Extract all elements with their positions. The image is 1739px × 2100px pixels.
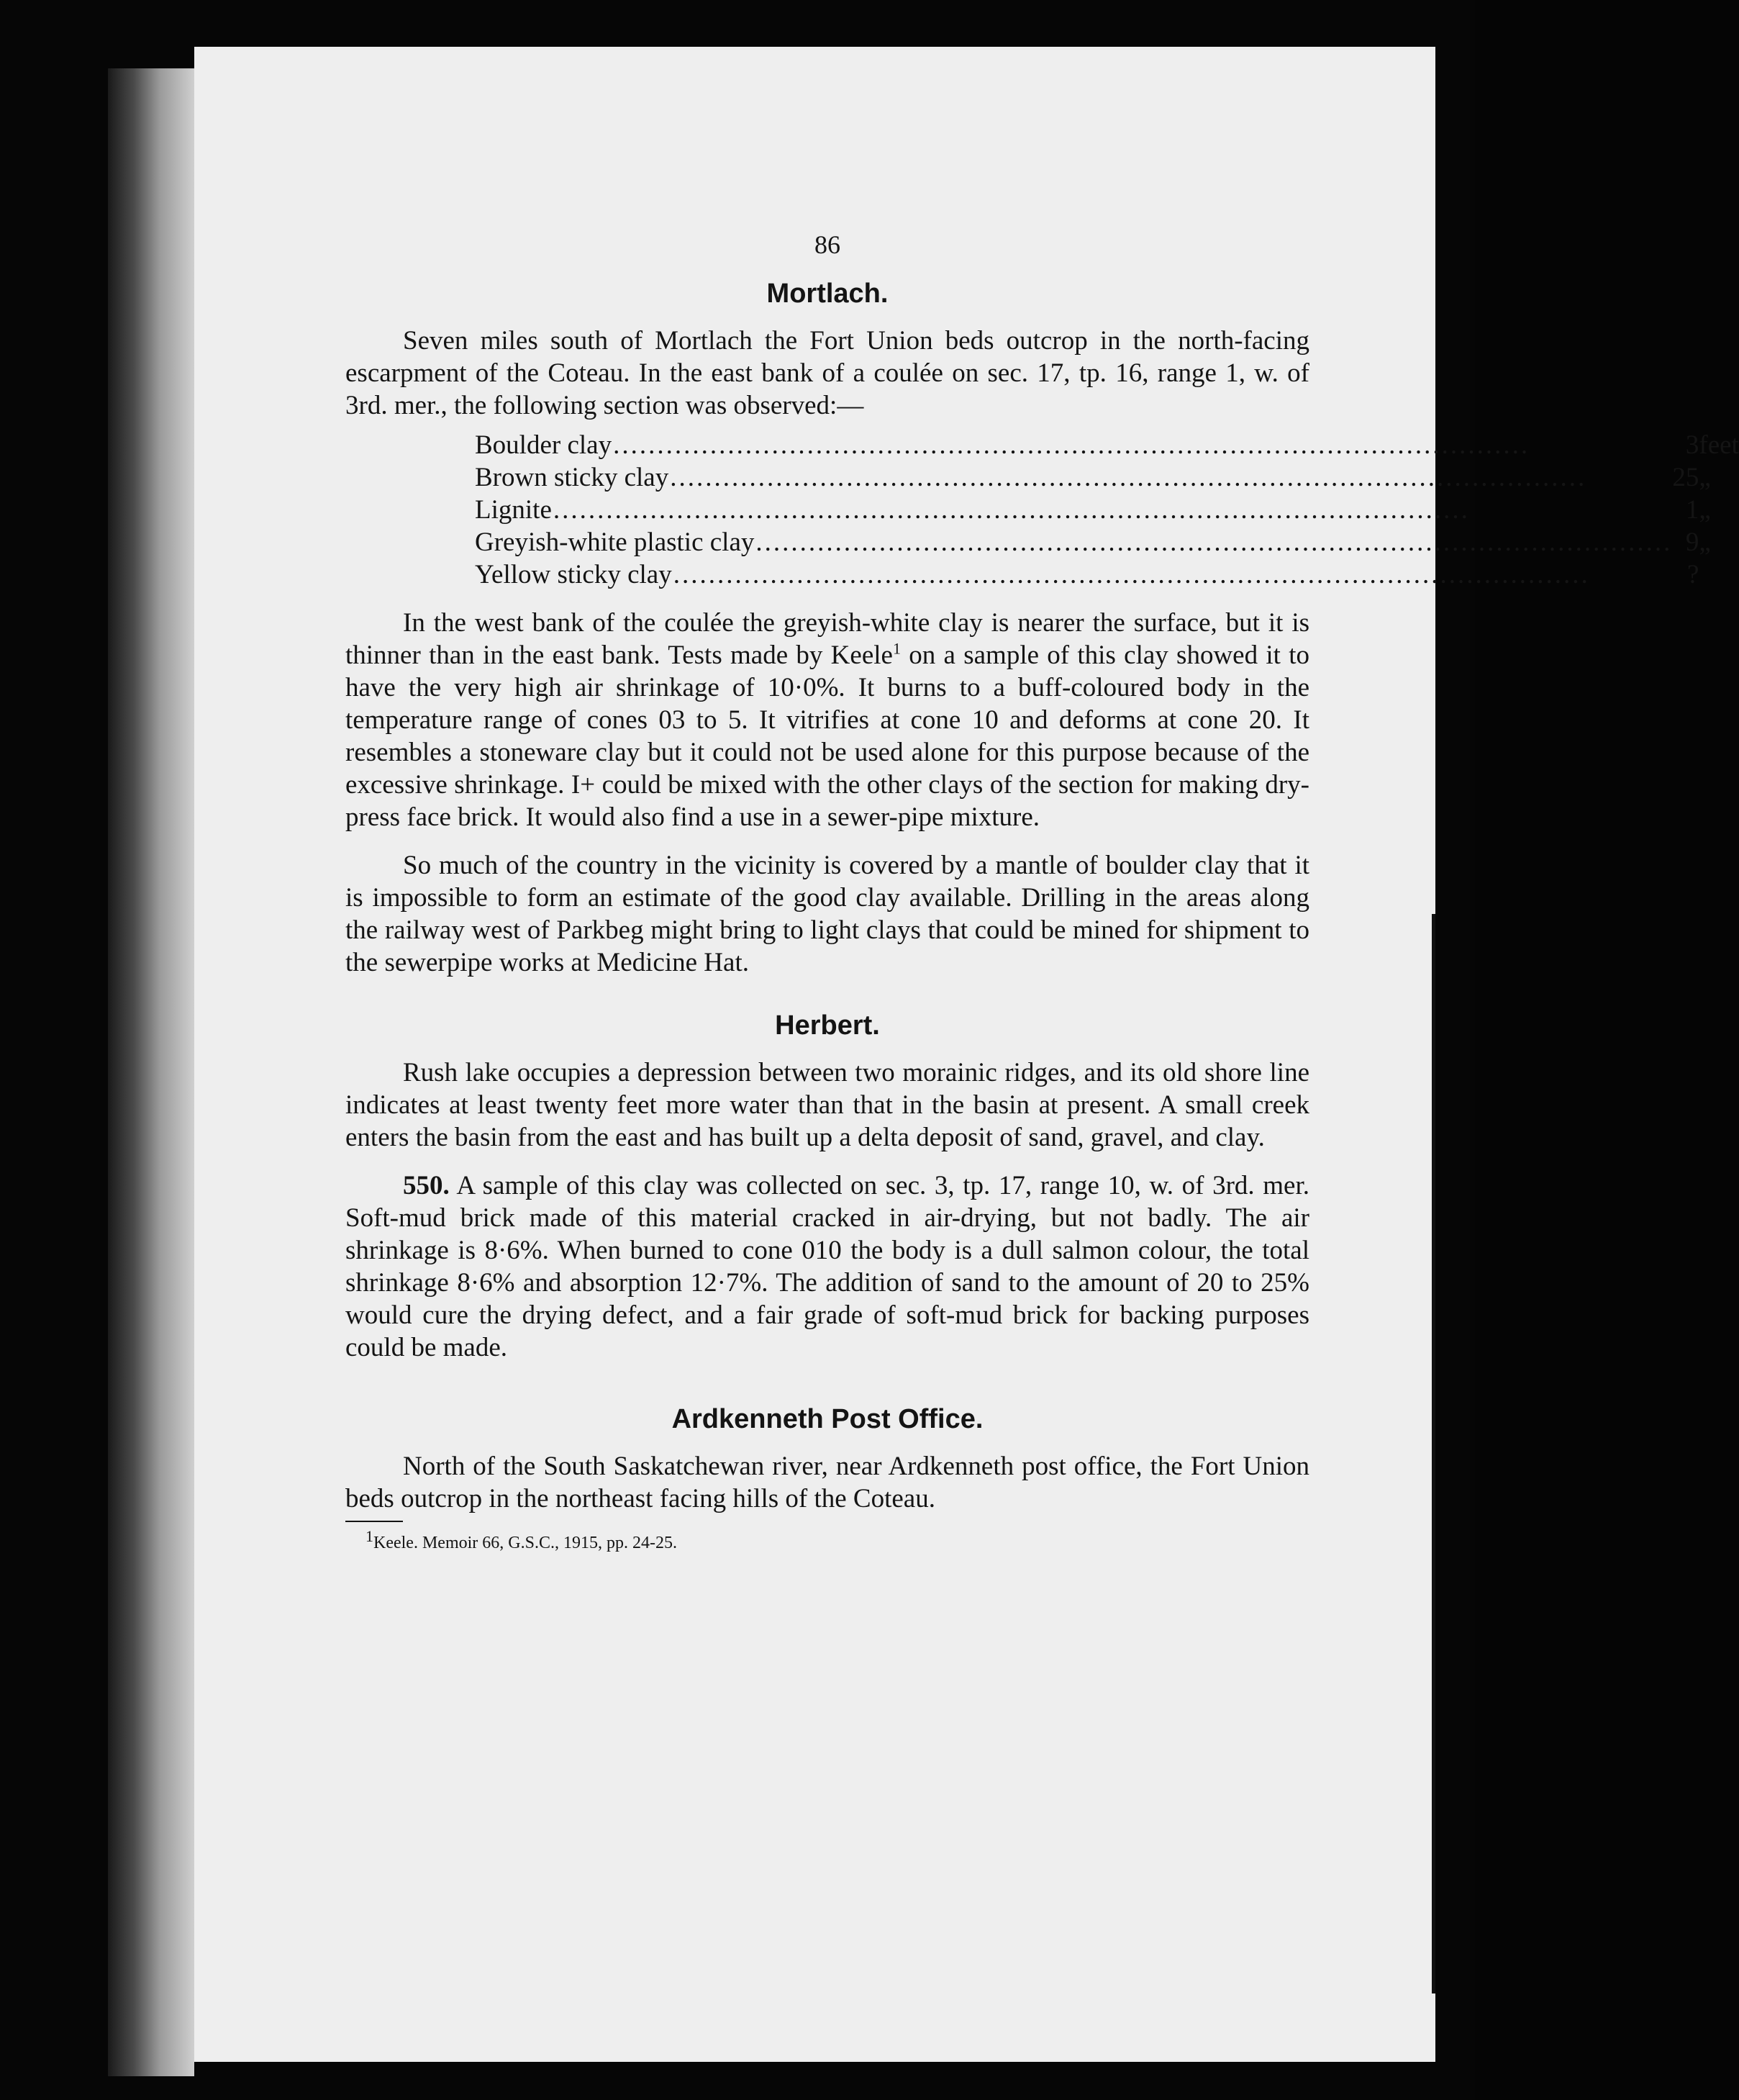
dot-leader bbox=[670, 461, 1672, 494]
mortlach-west-bank-text-start: In the west bank of the coulée the greyish-white clay is nearer the surface, but it is thinner than in the east bank. Tests made by Keele bbox=[345, 608, 1309, 670]
sample-number: 550. bbox=[403, 1171, 450, 1200]
section-row bbox=[475, 461, 1739, 494]
footnote-reference-marker: 1 bbox=[892, 639, 901, 658]
mortlach-west-bank-text-end: on a sample of this clay showed it to have the very high air shrinkage of 10·0%. It burns to a buff-coloured body in the temperature range of cones 03 to 5. It vitrifies at cone 10 and deforms at cone 20. It resembles a stoneware clay but it could not be used alone for this purpose because of the excessive shrinkage. I+ could be mixed with the other clays of the section for making dry-press face brick. It would also find a use in a sewer-pipe mixture. bbox=[345, 641, 1309, 832]
section-row-unit: „ bbox=[1699, 495, 1711, 525]
book-binding-edge bbox=[108, 68, 194, 2076]
section-row-thickness: 25 bbox=[1672, 463, 1699, 492]
herbert-sample-paragraph bbox=[345, 1169, 1309, 1364]
section-row-unit: feet bbox=[1699, 430, 1739, 460]
section-row-name: Yellow sticky clay bbox=[475, 560, 672, 589]
section-row-thickness: 9 bbox=[1685, 528, 1699, 557]
section-row bbox=[475, 429, 1739, 461]
section-row bbox=[475, 494, 1739, 526]
section-row-name: Lignite bbox=[475, 495, 552, 525]
footnote bbox=[365, 1527, 1309, 1554]
page-number: 86 bbox=[814, 230, 840, 259]
dot-leader bbox=[673, 558, 1673, 591]
geologic-section-table bbox=[475, 429, 1739, 591]
heading-herbert: Herbert. bbox=[775, 1010, 880, 1041]
footnote-marker: 1 bbox=[365, 1527, 373, 1545]
section-row bbox=[475, 558, 1739, 591]
dot-leader bbox=[553, 494, 1673, 526]
heading-mortlach: Mortlach. bbox=[766, 279, 889, 309]
section-row-name: Greyish-white plastic clay bbox=[475, 528, 755, 557]
page-right-edge bbox=[1432, 914, 1435, 1993]
footnote-divider bbox=[345, 1521, 403, 1522]
dot-leader bbox=[613, 429, 1672, 461]
section-row-name: Boulder clay bbox=[475, 430, 612, 460]
mortlach-west-bank-paragraph bbox=[345, 607, 1309, 833]
section-row-thickness: 1 bbox=[1685, 495, 1699, 525]
ardkenneth-paragraph: North of the South Saskatchewan river, near Ardkenneth post office, the Fort Union beds outcrop in the northeast facing hills of the Coteau. bbox=[345, 1452, 1309, 1513]
section-row-thickness: 3 bbox=[1685, 430, 1699, 460]
herbert-rush-lake-paragraph: Rush lake occupies a depression between two morainic ridges, and its old shore line indicates at least twenty feet more water than that in the basin at present. A small creek enters the basin from the east and has built up a delta deposit of sand, gravel, and clay. bbox=[345, 1058, 1309, 1152]
herbert-sample-text: A sample of this clay was collected on sec. 3, tp. 17, range 10, w. of 3rd. mer. Soft-mud brick made of this material cracked in air-drying, but not badly. The air shrinkage is 8·6%. When burned to cone 010 the body is a dull salmon colour, the total shrinkage 8·6% and absorption 12·7%. The addition of sand to the amount of 20 to 25% would cure the drying defect, and a fair grade of soft-mud brick for backing purposes could be made. bbox=[345, 1171, 1309, 1362]
section-row-thickness: ? bbox=[1686, 560, 1699, 589]
page-content bbox=[345, 229, 1739, 1554]
section-row-unit: „ bbox=[1699, 528, 1711, 557]
section-row-unit: „ bbox=[1699, 463, 1711, 492]
heading-ardkenneth-post-office: Ardkenneth Post Office. bbox=[671, 1404, 984, 1434]
dot-leader bbox=[755, 526, 1672, 558]
section-row-name: Brown sticky clay bbox=[475, 463, 669, 492]
mortlach-intro-paragraph: Seven miles south of Mortlach the Fort Union beds outcrop in the north-facing escarpment of the Coteau. In the east bank of a coulée on sec. 17, tp. 16, range 1, w. of 3rd. mer., the following section was observed:— bbox=[345, 326, 1309, 420]
footnote-text: Keele. Memoir 66, G.S.C., 1915, pp. 24-25. bbox=[373, 1534, 677, 1552]
mortlach-boulder-clay-paragraph: So much of the country in the vicinity is covered by a mantle of boulder clay that it is impossible to form an estimate of the good clay available. Drilling in the areas along the railway west of Parkbeg might bring to light clays that could be mined for shipment to the sewerpipe works at Medicine Hat. bbox=[345, 851, 1309, 977]
section-row bbox=[475, 526, 1739, 558]
section-row-unit bbox=[1699, 558, 1738, 591]
